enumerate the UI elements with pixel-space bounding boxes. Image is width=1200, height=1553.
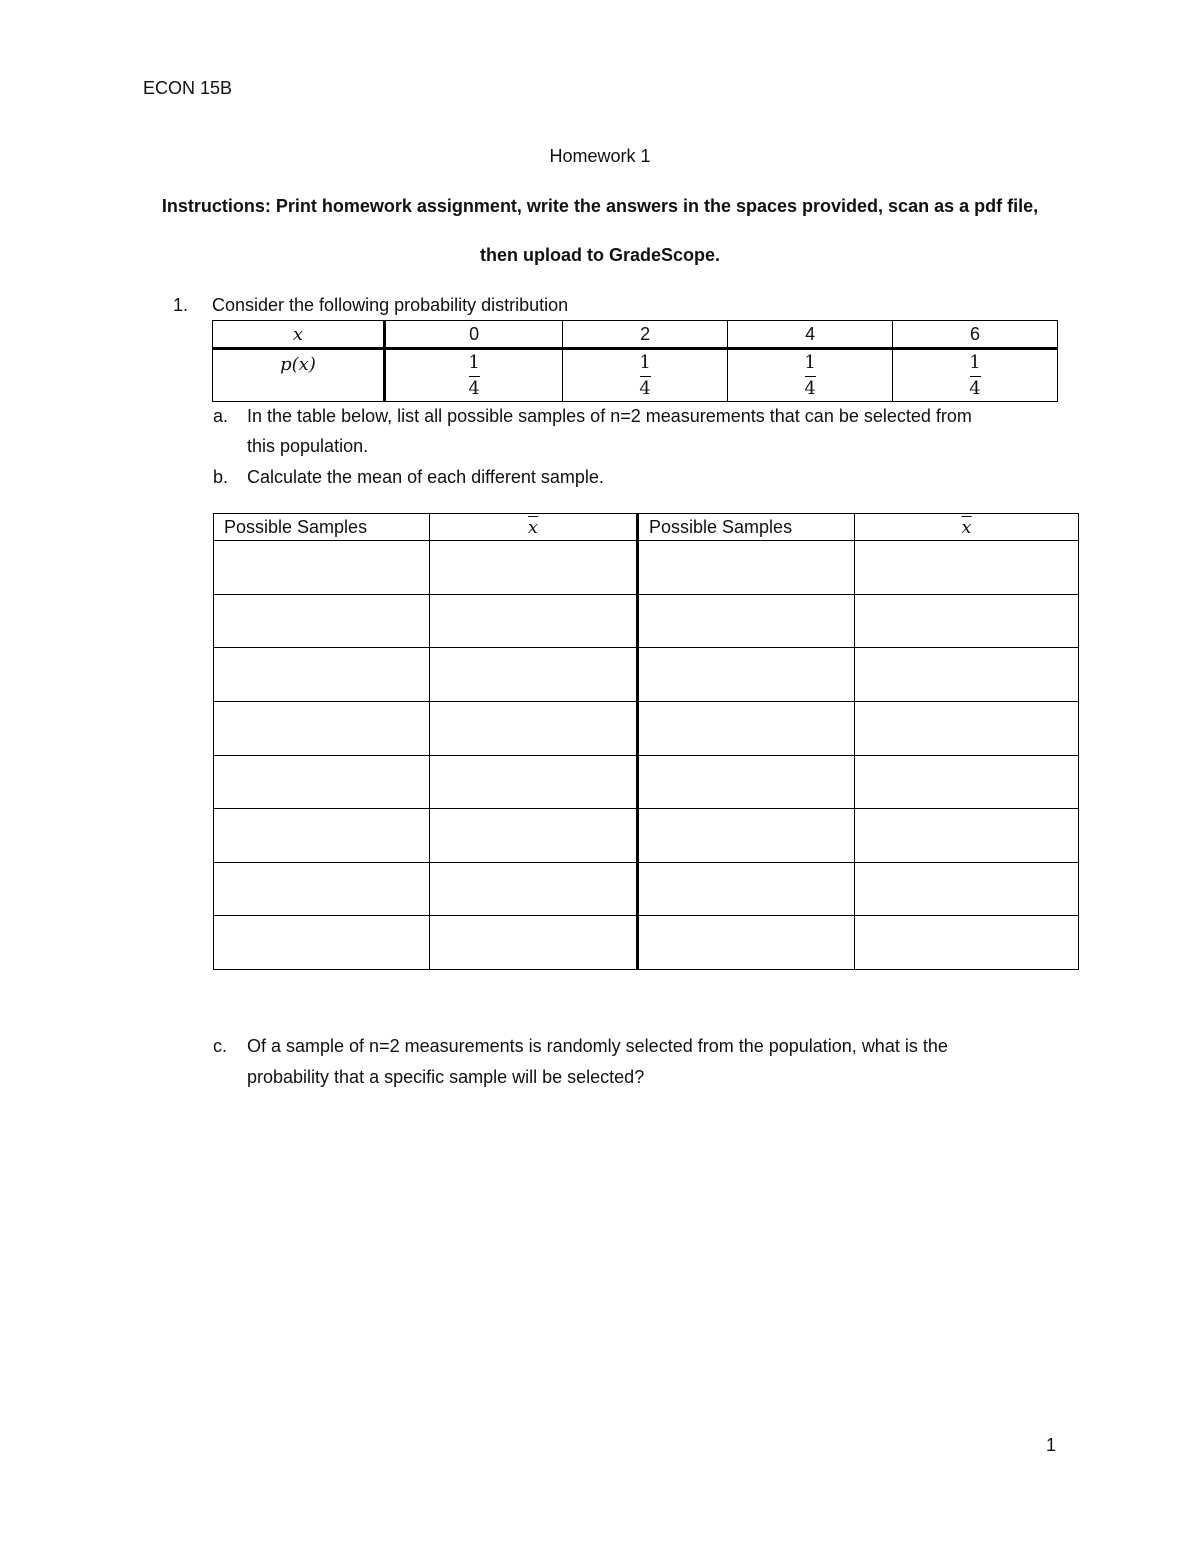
fraction-bar <box>970 376 981 377</box>
mean-answer-cell[interactable] <box>855 916 1079 970</box>
mean-answer-cell[interactable] <box>855 702 1079 756</box>
page-title: Homework 1 <box>549 146 651 166</box>
fraction-numerator: 1 <box>639 352 651 373</box>
sample-answer-cell[interactable] <box>638 809 855 863</box>
probability-cell <box>728 349 893 402</box>
fraction-denominator: 4 <box>639 378 651 399</box>
sample-answer-cell[interactable] <box>214 862 430 916</box>
probability-fraction <box>804 353 815 399</box>
fraction-bar <box>469 376 480 377</box>
sample-answer-cell[interactable] <box>638 862 855 916</box>
mean-answer-cell[interactable] <box>430 702 638 756</box>
sample-answer-cell[interactable] <box>214 648 430 702</box>
mean-answer-cell[interactable] <box>855 809 1079 863</box>
possible-samples-header: Possible Samples <box>214 514 430 541</box>
possible-samples-header: Possible Samples <box>638 514 855 541</box>
probability-cell <box>385 349 563 402</box>
sample-answer-cell[interactable] <box>214 916 430 970</box>
instructions-line-2: then upload to GradeScope. <box>479 245 721 265</box>
mean-answer-cell[interactable] <box>430 755 638 809</box>
samples-table <box>213 513 1079 970</box>
probability-distribution-table <box>212 320 1058 402</box>
sample-answer-cell[interactable] <box>214 594 430 648</box>
part-a-line-2: this population. <box>247 436 369 456</box>
sample-answer-row <box>214 594 1079 648</box>
sample-answer-row <box>214 541 1079 595</box>
mean-answer-cell[interactable] <box>855 648 1079 702</box>
mean-answer-cell[interactable] <box>855 862 1079 916</box>
fraction-denominator: 4 <box>468 378 480 399</box>
sample-mean-header <box>430 514 638 541</box>
x-value: 2 <box>563 321 728 349</box>
sample-answer-row <box>214 702 1079 756</box>
p-label: p(x) <box>213 349 385 402</box>
x-value: 4 <box>728 321 893 349</box>
sample-answer-row <box>214 809 1079 863</box>
question-1-number: 1. <box>173 295 189 315</box>
sample-answer-cell[interactable] <box>638 594 855 648</box>
x-bar-symbol: $\overline{x}$ <box>527 516 539 538</box>
mean-answer-cell[interactable] <box>430 594 638 648</box>
fraction-denominator: 4 <box>804 378 816 399</box>
question-1-text: Consider the following probability distribution <box>212 295 569 315</box>
mean-answer-cell[interactable] <box>430 648 638 702</box>
part-b-label: b. <box>213 467 229 487</box>
distribution-x-row <box>213 321 1058 349</box>
fraction-denominator: 4 <box>969 378 981 399</box>
sample-answer-cell[interactable] <box>638 916 855 970</box>
probability-fraction <box>639 353 650 399</box>
part-c-line-2: probability that a specific sample will be selected? <box>247 1067 645 1087</box>
sample-answer-cell[interactable] <box>638 702 855 756</box>
sample-answer-cell[interactable] <box>214 541 430 595</box>
mean-answer-cell[interactable] <box>430 916 638 970</box>
probability-fraction <box>468 353 479 399</box>
sample-answer-row <box>214 862 1079 916</box>
fraction-numerator: 1 <box>969 352 981 373</box>
mean-answer-cell[interactable] <box>855 541 1079 595</box>
mean-answer-cell[interactable] <box>855 755 1079 809</box>
x-label: x <box>213 321 385 349</box>
mean-answer-cell[interactable] <box>430 862 638 916</box>
probability-cell <box>563 349 728 402</box>
sample-mean-header <box>855 514 1079 541</box>
sample-answer-row <box>214 648 1079 702</box>
sample-answer-cell[interactable] <box>638 648 855 702</box>
part-a-label: a. <box>213 406 229 426</box>
fraction-bar <box>805 376 816 377</box>
x-value: 0 <box>385 321 563 349</box>
x-value: 6 <box>893 321 1058 349</box>
page-number: 1 <box>1046 1435 1057 1455</box>
sample-answer-cell[interactable] <box>214 809 430 863</box>
sample-answer-row <box>214 916 1079 970</box>
probability-cell <box>893 349 1058 402</box>
probability-fraction <box>969 353 980 399</box>
part-c-label: c. <box>213 1036 228 1056</box>
samples-header-row <box>214 514 1079 541</box>
part-c-line-1: Of a sample of n=2 measurements is randomly selected from the population, what is the <box>247 1036 948 1056</box>
sample-answer-cell[interactable] <box>214 755 430 809</box>
x-bar-symbol: $\overline{x}$ <box>961 516 972 538</box>
instructions-line-1: Instructions: Print homework assignment, write the answers in the spaces provided, scan as a pdf file, <box>161 196 1039 216</box>
sample-answer-row <box>214 755 1079 809</box>
part-b-text: Calculate the mean of each different sample. <box>247 467 604 487</box>
sample-answer-cell[interactable] <box>638 541 855 595</box>
mean-answer-cell[interactable] <box>430 541 638 595</box>
sample-answer-cell[interactable] <box>214 702 430 756</box>
fraction-numerator: 1 <box>804 352 816 373</box>
mean-answer-cell[interactable] <box>855 594 1079 648</box>
fraction-bar <box>640 376 651 377</box>
mean-answer-cell[interactable] <box>430 809 638 863</box>
course-header: ECON 15B <box>143 78 233 98</box>
part-a-line-1: In the table below, list all possible samples of n=2 measurements that can be selected from <box>247 406 972 426</box>
fraction-numerator: 1 <box>468 352 480 373</box>
distribution-probability-row <box>213 349 1058 402</box>
sample-answer-cell[interactable] <box>638 755 855 809</box>
